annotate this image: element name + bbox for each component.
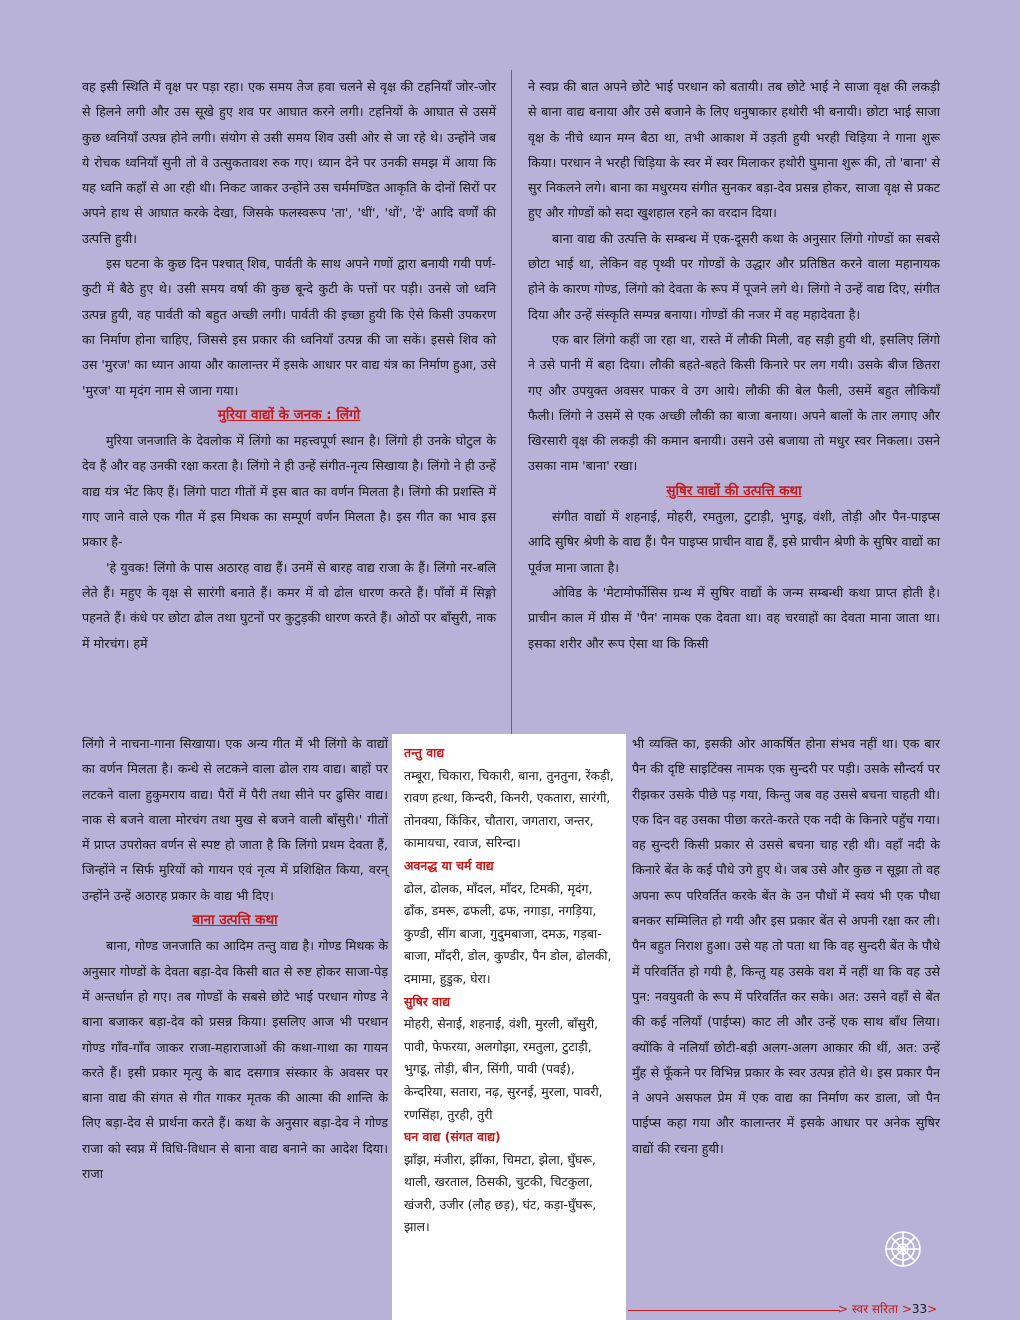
category-items: ढोल, ढोलक, माँदल, माँदर, टिमकी, मृदंग, ढाँक, डमरू, ढफली, ढफ, नगाड़ा, नगड़िया, कुण्डी, सींग बाजा, गुदुमबाजा, दमऊ, गड़बा-बाजा, माँदरी, डोल, कुण्डीर, पैन डोल, ढोलकी, दमामा, हुडुक, घेरा। xyxy=(404,880,612,986)
page-footer xyxy=(838,1300,978,1320)
footer-arrow: > xyxy=(927,1302,938,1316)
paragraph: बाना वाद्य की उत्पत्ति के सम्बन्ध में एक-दूसरी कथा के अनुसार लिंगो गोण्डों का सबसे छोटा भाई था, लेकिन वह पृथ्वी पर गोण्डों के उद्धार और प्रतिष्ठित करने वाला महानायक होने के कारण गोण्ड, लिंगो को देवता के रूप में पूजने लगे थे। लिंगो ने उन्हें वाद्य दिए, संगीत दिया और उन्हें संस्कृति सम्पन्न बनाया। गोण्डों की नजर में वह महादेवता है। xyxy=(528,230,940,322)
category-items: तम्बूरा, चिकारा, चिकारी, बाना, तुनतुना, रेंकड़ी, रावण हत्था, किन्दरी, किनरी, एकतारा, सारंगी, तोनक्या, किंकिर, चौतारा, जगतारा, जन्तर, कामायचा, रवाज, सरिन्दा। xyxy=(404,767,614,851)
left-column-lower xyxy=(82,731,388,1186)
section-heading: सुषिर वाद्यों की उत्पत्ति कथा xyxy=(666,482,802,499)
paragraph: वह इसी स्थिति में वृक्ष पर पड़ा रहा। एक समय तेज हवा चलने से वृक्ष की टहनियाँ जोर-जोर से हिलने लगी और उस सूखे हुए शव पर आघात करने लगी। टहनियों के आघात से उसमें कुछ ध्वनियाँ उत्पन्न होने लगी। संयोग से उसी समय शिव उसी ओर से जा रहे थे। उन्होंने जब ये रोचक ध्वनियाँ सुनी तो वे उत्सुकतावश रुक गए। ध्यान देने पर उनकी समझ में आया कि यह ध्वनि कहाँ से आ रही थी। निकट जाकर उन्होंने उस चर्ममण्डित आकृति के दोनों सिरों पर अपने हाथ से आघात करके देखा, जिसके फलस्वरूप 'ता', 'धीं', 'धों', 'दें' आदि वर्णों की उत्पत्ति हुयी। xyxy=(82,79,496,246)
page-number: 33 xyxy=(911,1302,928,1316)
paragraph: 'हे युवक! लिंगो के पास अठारह वाद्य हैं। उनमें से बारह वाद्य राजा के हैं। लिंगो नर-बलि लेते हैं। महुए के वृक्ष से सारंगी बनाते हैं। कमर में वो ढोल धारण करते हैं। पाँवों में सिङ्गो पहनते हैं। कंधे पर छोटा ढोल तथा घुटनों पर कुटुड़की धारण करते हैं। ओठों पर बाँसुरी, नाक में मोरचंग। हमें xyxy=(82,559,496,651)
paragraph: लिंगो ने नाचना-गाना सिखाया। एक अन्य गीत में भी लिंगो के वाद्यों का वर्णन मिलता है। कन्धे से लटकने वाला ढोल राय वाद्य। बाहों पर लटकने वाला हुकुमराय वाद्य। पैरों में पैरी तथा सीने पर ढुसिर वाद्य। नाक से बजने वाला मोरचंग तथा मुख से बजने वाली बाँसुरी।' गीतों में प्राप्त उपरोक्त वर्णन से स्पष्ट हो जाता है कि लिंगो प्रथम देवता हैं, जिन्होंने न सिर्फ मुरियों को गायन एवं नृत्य में प्रशिक्षित किया, वरन् उन्होंने उन्हें अठारह प्रकार के वाद्य भी दिए। xyxy=(82,736,388,903)
paragraph: मुरिया जनजाति के देवलोक में लिंगो का महत्त्वपूर्ण स्थान है। लिंगो ही उनके घोटुल के देव हैं और वह उनकी रक्षा करता है। लिंगो ने ही उन्हें संगीत-नृत्य सिखाया है। लिंगो ने ही उन्हें वाद्य यंत्र भेंट किए हैं। लिंगो पाटा गीतों में इस बात का वर्णन मिलता है। लिंगो की प्रशस्ति में गाए जाने वाले एक गीत में इस मिथक का सम्पूर्ण वर्णन मिलता है। इस गीत का भाव इस प्रकार है- xyxy=(82,433,496,550)
mandala-ornament-icon xyxy=(882,1228,924,1270)
left-column xyxy=(82,74,496,656)
right-column xyxy=(528,74,940,656)
instrument-list-box xyxy=(392,734,626,1320)
category-items: मोहरी, सेनाई, शहनाई, वंशी, मुरली, बाँसुरी, पावी, फेफरया, अलगोझा, रमतुला, टुटाड़ी, भुगडू, तोड़ी, बीन, सिंगी, पावी (पवई), केन्दरिया, सतारा, नढ़, सुरनई, मुरला, पावरी, रणसिंहा, तुरही, तुरी xyxy=(404,1016,603,1122)
category-heading: अवनद्ध या चर्म वाद्य xyxy=(404,857,494,873)
paragraph: इस घटना के कुछ दिन पश्चात् शिव, पार्वती के साथ अपने गणों द्वारा बनायी गयी पर्ण-कुटी में बैठे हुए थे। उसी समय वर्षा की कुछ बून्दे कुटी के पत्तों पर पड़ी। उनसे जो ध्वनि उत्पन्न हुयी, वह पार्वती को बहुत अच्छी लगी। पार्वती की इच्छा हुयी कि ऐसे किसी उपकरण का निर्माण होना चाहिए, जिससे इस प्रकार की ध्वनियाँ उत्पन्न की जा सकें। इससे शिव को उस 'मुरज' का ध्यान आया और कालान्तर में इसके आधार पर वाद्य यंत्र का निर्माण हुआ, उसे 'मुरज' या मृदंग नाम से जाना गया। xyxy=(82,256,496,398)
category-items: झाँझ, मंजीरा, झींका, चिमटा, झेला, घुँघरू, थाली, खरताल, ठिसकी, चुटकी, चिटकुला, खंजरी, उजीर (लौह छड़), घंट, कड़ा-घुँघरू, झाल। xyxy=(404,1151,597,1235)
paragraph: बाना, गोण्ड जनजाति का आदिम तन्तु वाद्य है। गोण्ड मिथक के अनुसार गोण्डों के देवता बड़ा-देव किसी बात से रुष्ट होकर साजा-पेड़ में अन्तर्धान हो गए। तब गोण्डों के सबसे छोटे भाई परधान गोण्ड ने बाना बजाकर बड़ा-देव को प्रसन्न किया। इसलिए आज भी परधान गोण्ड गाँव-गाँव जाकर राजा-महाराजाओं की कथा-गाथा का गायन करते हैं। इसी प्रकार मृत्यु के बाद दसगात्र संस्कार के अवसर पर बाना वाद्य की संगत से गीत गाकर मृतक की आत्मा की शान्ति के लिए बड़ा-देव से प्रार्थना करते हैं। कथा के अनुसार बड़ा-देव ने गोण्ड राजा को स्वप्न में विधि-विधान से बाना वाद्य बनाने का आदेश दिया। राजा xyxy=(82,938,388,1182)
category-heading: सुषिर वाद्य xyxy=(404,993,451,1009)
paragraph: ओविड के 'मेटामोर्फोसिस ग्रन्थ में सुषिर वाद्यों के जन्म सम्बन्धी कथा प्राप्त होती है। प्राचीन काल में ग्रीस में 'पैन' नामक एक देवता था। वह चरवाहों का देवता माना जाता था। इसका शरीर और रूप ऐसा था कि किसी xyxy=(528,584,940,651)
right-column-lower xyxy=(632,731,940,1161)
section-heading: बाना उत्पत्ति कथा xyxy=(192,912,278,929)
category-heading: तन्तु वाद्य xyxy=(404,745,445,760)
magazine-name: > स्वर सरिता > xyxy=(838,1302,912,1316)
paragraph: ने स्वप्न की बात अपने छोटे भाई परधान को बतायी। तब छोटे भाई ने साजा वृक्ष की लकड़ी से बाना वाद्य बनाया और उसे बजाने के लिए धनुषाकार हथोरी भी बनायी। छोटा भाई साजा वृक्ष के नीचे ध्यान मग्न बैठा था, तभी आकाश में उड़ती हुयी भरही चिड़िया ने गाना शुरू किया। परधान ने भरही चिड़िया के स्वर में स्वर मिलाकर हथोरी घुमाना शुरू की, तो 'बाना' से सुर निकलने लगे। बाना का मधुरमय संगीत सुनकर बड़ा-देव प्रसन्न होकर, साजा वृक्ष से प्रकट हुए और गोण्डों को सदा खुशहाल रहने का वरदान दिया। xyxy=(528,79,940,221)
section-heading: मुरिया वाद्यों के जनक : लिंगो xyxy=(217,406,361,423)
category-heading: घन वाद्य (संगत वाद्य) xyxy=(404,1129,501,1145)
paragraph: एक बार लिंगो कहीं जा रहा था, रास्ते में लौकी मिली, वह सड़ी हुयी थी, इसलिए लिंगो ने उसे पानी में बहा दिया। लौकी बहते-बहते किसी किनारे पर लग गयी। उसके बीज छितरा गए और उपयुक्त अवसर पाकर वे उग आये। लौकी की बेल फैली, उसमें बहुत लौकियाँ फैली। लिंगो ने उसमें से एक अच्छी लौकी का बाजा बनाया। अपने बालों के तार लगाए और खिरसारी वृक्ष की लकड़ी की कमान बनायी। उसने उसे बजाया तो मधुर स्वर निकला। उसने उसका नाम 'बाना' रखा। xyxy=(528,331,940,474)
footer-rule xyxy=(628,1310,840,1311)
paragraph: संगीत वाद्यों में शहनाई, मोहरी, रमतुला, टुटाड़ी, भुगडू, वंशी, तोड़ी और पैन-पाइप्स आदि सुषिर श्रेणी के वाद्य हैं। पैन पाइप्स प्राचीन वाद्य हैं, इसे प्राचीन श्रेणी के सुषिर वाद्यों का पूर्वज माना जाता है। xyxy=(528,509,940,575)
paragraph: भी व्यक्ति का, इसकी ओर आकर्षित होना संभव नहीं था। एक बार पैन की दृष्टि साइटिंक्स नामक एक सुन्दरी पर पड़ी। उसके सौन्दर्य पर रीझकर उसके पीछे पड़ गया, किन्तु जब वह उससे बचना चाहती थी। एक दिन वह उसका पीछा करते-करते एक नदी के किनारे पहुँच गया। वह सुन्दरी किसी प्रकार से उससे बचना चाह रही थी। वहाँ नदी के किनारे बेंत के कई पौधे उगे हुए थे। जब उसे और कुछ न सूझा तो वह अपना रूप परिवर्तित करके बेंत के उन पौधों में स्वयं भी एक पौधा बनकर सम्मिलित हो गयी और इस प्रकार बेंत से अपनी रक्षा कर ली। पैन बहुत निराश हुआ। उसे यह तो पता था कि वह सुन्दरी बेंत के पौधे में परिवर्तित हो गयी है, किन्तु यह उसके वश में नहीं था कि वह उसे पुन: नवयुवती के रूप में परिवर्तित कर सके। अत: उसने वहाँ से बेंत की कई नलियाँ (पाईप्स) काट ली और उन्हें एक साथ बाँध लिया। क्योंकि वे नलियाँ छोटी-बड़ी अलग-अलग आकार की थीं, अत: उन्हें मुँह से फूँकने पर विभिन्न प्रकार के स्वर उत्पन्न होते थे। इस प्रकार पैन ने अपने असफल प्रेम में एक वाद्य का निर्माण कर डाला, जो पैन पाईप्स कहा गया और कालान्तर में इसके आधार पर अनेक सुषिर वाद्यों की रचना हुयी। xyxy=(632,736,940,1156)
